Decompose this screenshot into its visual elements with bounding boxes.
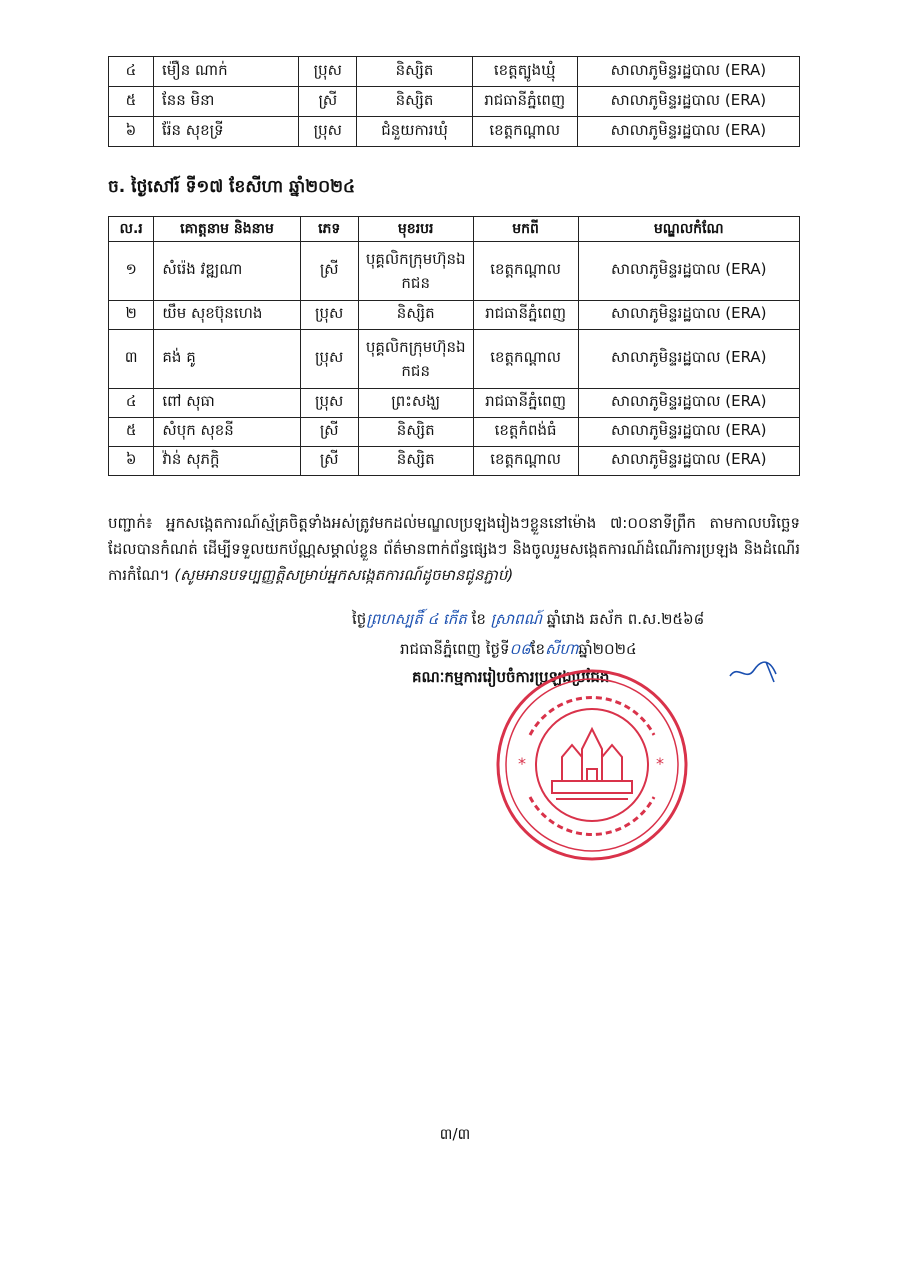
cell-name: ម៉ឿន ណាក់	[153, 57, 298, 87]
cell-role: និស្សិត	[357, 57, 472, 87]
cell-center: សាលាភូមិន្ទរដ្ឋបាល (ERA)	[578, 447, 800, 476]
cell-no: ៥	[109, 87, 154, 117]
cell-no: ៤	[109, 57, 154, 87]
official-seal-stamp	[492, 665, 692, 865]
table-row	[109, 389, 800, 418]
cell-from: រាជធានីភ្នំពេញ	[473, 389, 578, 418]
header-no: ល.រ	[109, 217, 154, 242]
header-center: មណ្ឌលកំណែ	[578, 217, 800, 242]
table-row	[109, 57, 800, 87]
cell-no: ៦	[109, 447, 154, 476]
cell-sex: ប្រុស	[300, 301, 358, 330]
cell-role: ជំនួយការឃុំ	[357, 117, 472, 147]
cell-name: គង់ គូ	[154, 330, 300, 389]
cell-from: ខេត្តកណ្ដាល	[473, 242, 578, 301]
cell-name: សំបុក សុខនី	[154, 418, 300, 447]
lunar-month-handwritten: ស្រាពណ៍	[490, 610, 543, 628]
cell-center: សាលាភូមិន្ទរដ្ឋបាល (ERA)	[577, 57, 799, 87]
solar-day-handwritten: ០៨	[509, 640, 531, 658]
svg-text:*: *	[656, 754, 664, 773]
cell-name: សំរ៉េង វឌ្ឍណា	[154, 242, 300, 301]
cell-center: សាលាភូមិន្ទរដ្ឋបាល (ERA)	[578, 418, 800, 447]
cell-center: សាលាភូមិន្ទរដ្ឋបាល (ERA)	[578, 389, 800, 418]
cell-center: សាលាភូមិន្ទរដ្ឋបាល (ERA)	[577, 117, 799, 147]
header-sex: ភេទ	[300, 217, 358, 242]
lunar-day-handwritten: ព្រហស្បតិ៍ ៤ កើត	[366, 610, 467, 628]
cell-name: យឹម សុខប៊ុនហេង	[154, 301, 300, 330]
cell-from: រាជធានីភ្នំពេញ	[472, 87, 577, 117]
participants-table-continued	[108, 56, 800, 147]
cell-role: និស្សិត	[358, 447, 473, 476]
table-row	[109, 418, 800, 447]
lunar-month-prefix: ខែ	[471, 610, 486, 628]
table-row	[109, 87, 800, 117]
cell-role: បុគ្គលិកក្រុមហ៊ុនឯកជន	[358, 242, 473, 301]
table-row	[109, 117, 800, 147]
cell-sex: ប្រុស	[299, 57, 357, 87]
page-number: ៣/៣	[439, 1125, 471, 1143]
cell-from: ខេត្តត្បូងឃ្មុំ	[472, 57, 577, 87]
cell-name: រ៉ែន សុខទ្រី	[153, 117, 298, 147]
note-text: បញ្ជាក់៖ អ្នកសង្កេតការណ៍ស្ម័គ្រចិត្តទាំងអស់ត្រូវមកដល់មណ្ឌលប្រឡងរៀងៗខ្លួននៅម៉ោង ៧:០០នាទីព្រឹក តាមកាលបរិច្ឆេទដែលបានកំណត់ ដើម្បីទទួលយកប័ណ្ណសម្គាល់ខ្លួន ព័ត៌មានពាក់ព័ន្ធផ្សេងៗ និងចូលរួមសង្កេតការណ៍ដំណើរការប្រឡង និងដំណើរការកំណែ។	[108, 514, 800, 584]
cell-no: ៣	[109, 330, 154, 389]
solar-prefix: រាជធានីភ្នំពេញ ថ្ងៃទី	[400, 640, 510, 658]
solar-year: ឆ្នាំ២០២៤	[578, 640, 637, 658]
cell-name: ពៅ សុធា	[154, 389, 300, 418]
lunar-date-line	[352, 610, 704, 632]
cell-center: សាលាភូមិន្ទរដ្ឋបាល (ERA)	[578, 301, 800, 330]
note-italic: (សូមអានបទប្បញ្ញត្តិសម្រាប់អ្នកសង្កេតការណ៍ដូចមានជូនភ្ជាប់)	[174, 566, 514, 584]
header-from: មកពី	[473, 217, 578, 242]
header-role: មុខរបរ	[358, 217, 473, 242]
cell-center: សាលាភូមិន្ទរដ្ឋបាល (ERA)	[578, 330, 800, 389]
cell-role: និស្សិត	[358, 418, 473, 447]
cell-role: ព្រះសង្ឃ	[358, 389, 473, 418]
cell-from: ខេត្តកណ្ដាល	[473, 447, 578, 476]
cell-no: ៥	[109, 418, 154, 447]
svg-text:*: *	[518, 754, 526, 773]
signing-organization: គណៈកម្មការរៀបចំការប្រឡងប្រជែង	[412, 668, 610, 686]
handwritten-signature	[726, 656, 786, 686]
note-paragraph	[108, 510, 800, 588]
cell-no: ២	[109, 301, 154, 330]
cell-from: រាជធានីភ្នំពេញ	[473, 301, 578, 330]
table-row	[109, 330, 800, 389]
cell-from: ខេត្តកណ្ដាល	[473, 330, 578, 389]
cell-from: ខេត្តកណ្ដាល	[472, 117, 577, 147]
cell-sex: ស្រី	[300, 242, 358, 301]
solar-month-handwritten: សីហា	[545, 640, 579, 658]
table-row	[109, 242, 800, 301]
table-row	[109, 447, 800, 476]
cell-role: បុគ្គលិកក្រុមហ៊ុនឯកជន	[358, 330, 473, 389]
cell-name: វ៉ាន់ សុភក្ដិ	[154, 447, 300, 476]
cell-no: ១	[109, 242, 154, 301]
section-title: ច. ថ្ងៃសៅរ៍ ទី១៧ ខែសីហា ឆ្នាំ២០២៤	[108, 177, 356, 197]
solar-date-line	[400, 640, 637, 662]
table-header-row	[109, 217, 800, 242]
solar-month-prefix: ខែ	[530, 640, 546, 658]
cell-center: សាលាភូមិន្ទរដ្ឋបាល (ERA)	[577, 87, 799, 117]
cell-sex: ប្រុស	[300, 330, 358, 389]
cell-role: និស្សិត	[358, 301, 473, 330]
participants-table-saturday	[108, 216, 800, 476]
cell-center: សាលាភូមិន្ទរដ្ឋបាល (ERA)	[578, 242, 800, 301]
cell-role: និស្សិត	[357, 87, 472, 117]
lunar-prefix: ថ្ងៃ	[352, 610, 367, 628]
cell-name: នែន មិនា	[153, 87, 298, 117]
cell-sex: ប្រុស	[300, 389, 358, 418]
header-name: គោត្តនាម និងនាម	[154, 217, 300, 242]
cell-no: ៦	[109, 117, 154, 147]
cell-sex: ស្រី	[299, 87, 357, 117]
cell-sex: ប្រុស	[299, 117, 357, 147]
cell-from: ខេត្តកំពង់ធំ	[473, 418, 578, 447]
cell-no: ៤	[109, 389, 154, 418]
lunar-year: ឆ្នាំរោង ឆស័ក ព.ស.២៥៦៨	[546, 610, 705, 628]
table-row	[109, 301, 800, 330]
cell-sex: ស្រី	[300, 447, 358, 476]
cell-sex: ស្រី	[300, 418, 358, 447]
